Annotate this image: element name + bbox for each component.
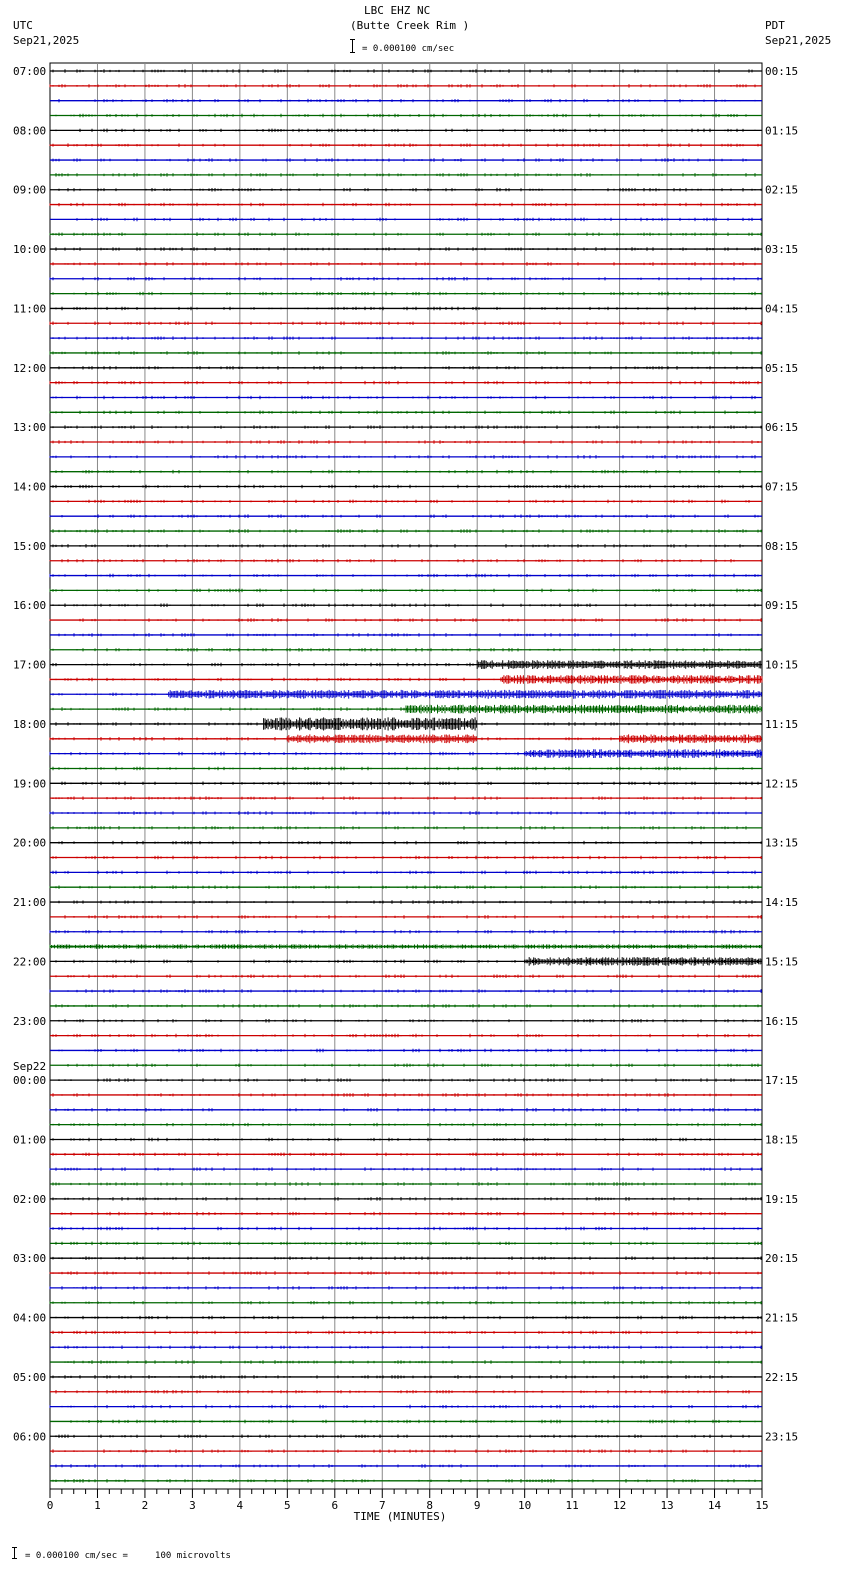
x-tick-label: 8 [426, 1499, 434, 1512]
x-tick-label: 9 [473, 1499, 481, 1512]
utc-hour-label: 08:00 [13, 124, 47, 138]
utc-hour-label: 17:00 [13, 658, 47, 672]
utc-hour-label: 05:00 [13, 1370, 47, 1384]
utc-hour-label: 12:00 [13, 361, 47, 375]
local-hour-label: 19:15 [765, 1192, 799, 1206]
local-hour-label: 03:15 [765, 243, 799, 257]
utc-hour-label: 04:00 [13, 1311, 47, 1325]
local-hour-label: 17:15 [765, 1074, 799, 1088]
trace-activity [620, 734, 761, 743]
local-hour-label: 07:15 [765, 480, 799, 494]
left-date: Sep21,2025 [13, 34, 80, 47]
utc-hour-label: 09:00 [13, 183, 47, 197]
local-hour-label: 01:15 [765, 124, 799, 138]
x-tick-label: 5 [284, 1499, 291, 1512]
local-hour-label: 02:15 [765, 183, 799, 197]
utc-hour-label: 13:00 [13, 421, 47, 435]
utc-hour-label: 03:00 [13, 1252, 47, 1266]
utc-hour-label: 22:00 [13, 955, 47, 969]
local-hour-label: 20:15 [765, 1252, 799, 1266]
right-date: Sep21,2025 [765, 34, 832, 47]
local-hour-label: 10:15 [765, 658, 799, 672]
utc-hour-label: 21:00 [13, 896, 47, 910]
local-hour-label: 22:15 [765, 1370, 799, 1384]
local-hour-label: 09:15 [765, 599, 799, 613]
x-tick-label: 4 [236, 1499, 244, 1512]
left-timezone: UTC [13, 19, 33, 32]
trace-activity [264, 717, 477, 730]
x-tick-label: 11 [565, 1499, 579, 1512]
local-hour-label: 06:15 [765, 421, 799, 435]
utc-hour-label: 07:00 [13, 65, 47, 78]
local-hour-label: 23:15 [765, 1430, 799, 1444]
x-tick-label: 6 [331, 1499, 339, 1512]
local-hour-label: 12:15 [765, 777, 799, 791]
local-hour-label: 08:15 [765, 539, 799, 553]
local-hour-label: 00:15 [765, 65, 799, 78]
utc-hour-label: 11:00 [13, 302, 47, 316]
x-tick-label: 2 [141, 1499, 149, 1512]
utc-hour-label: 18:00 [13, 717, 47, 731]
trace-noise [53, 1093, 755, 1097]
date-change-label: Sep22 [13, 1060, 47, 1074]
x-tick-label: 13 [660, 1499, 674, 1512]
x-axis-label: TIME (MINUTES) [353, 1510, 447, 1523]
scale-label: = 0.000100 cm/sec [362, 44, 455, 54]
plot-frame [50, 63, 762, 1489]
footer-scale-icon [14, 1547, 15, 1559]
local-hour-label: 11:15 [765, 717, 799, 731]
utc-hour-label: 16:00 [13, 599, 47, 613]
right-timezone: PDT [765, 19, 785, 32]
local-hour-label: 05:15 [765, 361, 799, 375]
utc-hour-label: 23:00 [13, 1014, 47, 1028]
local-hour-label: 18:15 [765, 1133, 799, 1147]
utc-hour-label: 20:00 [13, 836, 47, 850]
utc-hour-label: 19:00 [13, 777, 47, 791]
utc-hour-label: 10:00 [13, 243, 47, 257]
utc-hour-label: 14:00 [13, 480, 47, 494]
x-tick-label: 3 [189, 1499, 196, 1512]
utc-hour-label: 01:00 [13, 1133, 47, 1147]
trace-activity [50, 944, 761, 948]
x-tick-label: 10 [518, 1499, 532, 1512]
footer-scale-label: = 0.000100 cm/sec = 100 microvolts [25, 1551, 231, 1561]
utc-hour-label: 00:00 [13, 1074, 47, 1088]
utc-hour-label: 02:00 [13, 1192, 47, 1206]
local-hour-label: 15:15 [765, 955, 799, 969]
local-hour-label: 16:15 [765, 1014, 799, 1028]
local-hour-label: 04:15 [765, 302, 799, 316]
utc-hour-label: 06:00 [13, 1430, 47, 1444]
x-tick-label: 14 [707, 1499, 722, 1512]
x-tick-label: 7 [378, 1499, 386, 1512]
local-hour-label: 13:15 [765, 836, 799, 850]
x-tick-label: 15 [755, 1499, 769, 1512]
x-tick-label: 12 [612, 1499, 627, 1512]
x-tick-label: 1 [94, 1499, 101, 1512]
utc-hour-label: 15:00 [13, 539, 47, 553]
local-hour-label: 14:15 [765, 896, 799, 910]
trace-activity [525, 957, 762, 966]
local-hour-label: 21:15 [765, 1311, 799, 1325]
trace-activity [525, 749, 762, 758]
trace-activity [501, 675, 762, 684]
station-title: LBC EHZ NC [364, 4, 431, 17]
site-subtitle: (Butte Creek Rim ) [350, 19, 470, 32]
x-tick-label: 0 [46, 1499, 54, 1512]
